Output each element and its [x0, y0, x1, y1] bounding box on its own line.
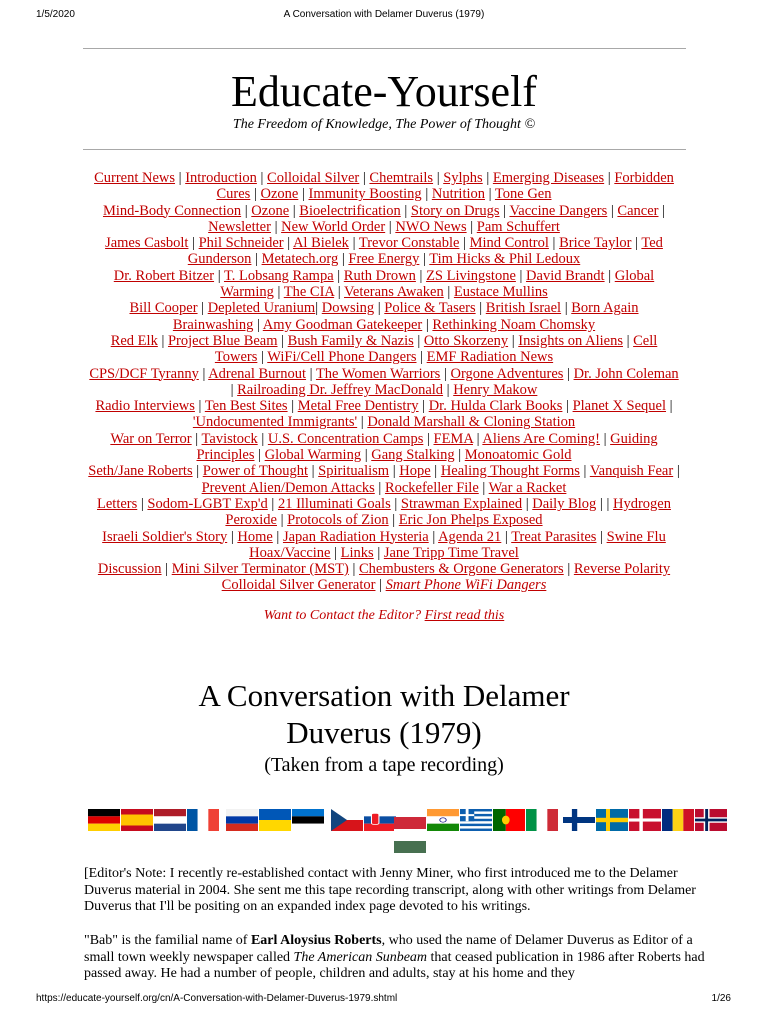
nav-link[interactable]: FEMA — [433, 430, 473, 447]
nav-link[interactable]: NWO News — [395, 218, 467, 235]
nav-link[interactable]: Planet X Sequel — [572, 398, 667, 415]
nav-link[interactable]: Reverse Polarity Colloidal Silver Generator — [221, 561, 671, 594]
denmark-flag-icon — [629, 809, 661, 831]
nav-link[interactable]: Cancer — [617, 202, 659, 219]
nav-link[interactable]: Newsletter — [208, 218, 271, 235]
nav-link[interactable]: Police & Tasers — [384, 300, 476, 317]
nav-link[interactable]: Nutrition — [431, 186, 486, 203]
print-title: A Conversation with Delamer Duverus (1979) — [283, 9, 485, 20]
czech-republic-flag-icon — [331, 809, 363, 831]
intro-text: , who used the name of Delamer Duverus as Editor of a small town weekly newspaper called — [84, 933, 693, 965]
nav-link[interactable]: T. Lobsang Rampa — [223, 267, 334, 284]
nav-link[interactable]: CPS/DCF Tyranny — [89, 365, 199, 382]
nav-link[interactable]: War a Racket — [488, 479, 567, 496]
nav-link[interactable]: Cell Towers — [214, 332, 658, 366]
intro-paragraph — [84, 933, 724, 983]
nav-link[interactable]: U.S. Concentration Camps — [267, 430, 424, 447]
nav-link[interactable]: Red Elk — [110, 332, 158, 349]
article-title: A Conversation with Delamer Duverus (1979) — [198, 678, 570, 750]
nav-link[interactable]: Radio Interviews — [95, 398, 195, 415]
nav-link[interactable]: Jane Tripp Time Travel — [383, 544, 519, 561]
nav-link[interactable]: Guiding Principles — [196, 430, 658, 464]
nav-link[interactable]: Dowsing — [321, 300, 375, 317]
print-date: 1/5/2020 — [36, 9, 75, 20]
nav-link[interactable]: Colloidal Silver — [267, 170, 360, 186]
nav-link[interactable]: War on Terror — [110, 430, 192, 447]
nav-link[interactable]: Railroading Dr. Jeffrey MacDonald — [237, 381, 444, 398]
nav-link[interactable]: Immunity Boosting — [308, 186, 422, 203]
first-read-this-link[interactable]: First read this — [424, 608, 505, 623]
intro-text: that ceased publication in 1986 after Roberts had passed away. He had a number of people, children and adults, stay at his home and they — [84, 949, 705, 981]
nav-link[interactable]: Rethinking Noam Chomsky — [432, 316, 596, 333]
nav-link[interactable]: Eric Jon Phelps Exposed — [398, 512, 543, 529]
nav-link[interactable]: Links — [340, 544, 374, 561]
russia-flag-icon — [226, 809, 258, 831]
germany-flag-icon — [88, 809, 120, 831]
nav-link[interactable]: Vaccine Dangers — [509, 202, 608, 219]
nav-link[interactable]: Swine Flu Hoax/Vaccine — [249, 528, 666, 561]
nav-link[interactable]: Insights on Aliens — [518, 332, 623, 349]
finland-flag-icon — [563, 809, 595, 831]
slovakia-flag-icon — [364, 809, 396, 831]
nav-link[interactable]: Israeli Soldier's Story — [102, 528, 228, 545]
earl-roberts-name: Earl Aloysius Roberts — [250, 933, 382, 948]
contact-prefix: Want to Contact the Editor? — [263, 608, 422, 623]
nav-link[interactable]: Donald Marshall & Cloning Station — [367, 414, 576, 431]
site-title: Educate-Yourself — [231, 67, 537, 116]
nav-link[interactable]: Story on Drugs — [410, 202, 500, 219]
nav-link[interactable]: Chemtrails — [369, 170, 434, 186]
flags-banner — [88, 809, 728, 853]
nav-link[interactable]: EMF Radiation News — [426, 349, 554, 366]
nav-link[interactable]: Protocols of Zion — [287, 512, 389, 529]
nav-link[interactable]: Depleted Uranium — [207, 300, 316, 317]
nav-link[interactable]: Phil Schneider — [198, 235, 284, 252]
nav-link[interactable]: Bioelectrification — [299, 202, 401, 219]
nav-link[interactable]: ZS Livingstone — [426, 267, 516, 284]
romania-flag-icon — [662, 809, 694, 831]
nav-link[interactable]: Ozone — [260, 186, 299, 203]
nav-link[interactable]: Tone Gen — [494, 186, 552, 203]
newspaper-name: The American Sunbeam — [293, 949, 428, 965]
nav-link[interactable]: Ozone — [251, 202, 290, 219]
print-header — [0, 0, 768, 24]
nav-link[interactable]: The Women Warriors — [315, 365, 441, 382]
nav-link[interactable]: Power of Thought — [202, 463, 309, 480]
nav-link[interactable]: Rockefeller File — [384, 479, 479, 496]
nav-link[interactable]: Global Warming — [264, 447, 362, 464]
nav-link[interactable]: Mini Silver Terminator (MST) — [171, 561, 349, 578]
netherlands-flag-icon — [154, 809, 186, 831]
nav-link[interactable]: Current News — [94, 170, 176, 186]
nav-link[interactable]: Tavistock — [201, 430, 258, 447]
nav-link[interactable]: Discussion — [97, 561, 162, 578]
norway-flag-icon — [695, 809, 727, 831]
nav-link[interactable]: Spiritualism — [318, 463, 390, 480]
spain-flag-icon — [121, 809, 153, 831]
contact-link[interactable]: Smart Phone WiFi Dangers — [385, 577, 547, 594]
nav-link[interactable]: Tim Hicks & Phil Ledoux — [429, 251, 581, 268]
nav-link[interactable]: The CIA — [283, 284, 335, 301]
nav-link[interactable]: James Casbolt — [105, 235, 189, 252]
nav-link[interactable]: Monoatomic Gold — [464, 447, 572, 464]
nav-link[interactable]: Sodom-LGBT Exp'd — [147, 495, 268, 512]
nav-link[interactable]: Forbidden Cures — [216, 170, 674, 203]
nav-link[interactable]: Agenda 21 — [438, 528, 502, 545]
nav-link[interactable]: Dr. John Coleman — [573, 365, 679, 382]
editors-note-paragraph: [Editor's Note: I recently re-established contact with Jenny Miner, who first introduced me to the Delamer Duverus material in 2004. She sent me this tape recording transcript, along with other writings from Delamer Duverus that I'll be positing on an expanded index page devoted to his writings. — [84, 866, 696, 914]
estonia-flag-icon — [292, 809, 324, 831]
nav-link[interactable]: Ted Gunderson — [187, 235, 663, 268]
nav-link[interactable]: Dr. Hulda Clark Books — [428, 398, 563, 415]
nav-link[interactable]: Sylphs — [443, 170, 483, 186]
nav-link[interactable]: Otto Skorzeny — [423, 332, 509, 349]
nav-link[interactable]: Japan Radiation Hysteria — [282, 528, 429, 545]
ukraine-flag-icon — [259, 809, 291, 831]
nav-link[interactable]: Dr. Robert Bitzer — [113, 267, 215, 284]
article-subtitle: (Taken from a tape recording) — [264, 754, 504, 776]
portugal-flag-icon — [493, 809, 525, 831]
site-tagline: The Freedom of Knowledge, The Power of Thought © — [232, 117, 536, 132]
nav-link[interactable]: Mind Control — [469, 235, 549, 252]
nav-links: Current News | Introduction | Colloidal Silver | Chemtrails | Sylphs | Emerging Diseases | Forbidden Cures | Ozone | Immunity Boosting | Nutrition | Tone Gen Mind-Body Connection | Ozone | Bioelectrification | Story on Drugs | Vaccine Dangers | Cancer | Newsletter | New World Order | NWO News | Pam Schuffert James Casbolt | Phil Schneider | Al Bielek | Trevor Constable | Mind Control | Brice Taylor | Ted Gunderson | Metatech.org | Free Energy | Tim Hicks & Phil Ledoux Dr. Robert Bitzer | T. Lobsang Rampa | Ruth Drown | ZS Livingstone | David Brandt | Global Warming | The CIA | Veterans Awaken | Eustace Mullins Bill Cooper | Depleted Uranium| Dowsing | Police & Tasers | British Israel | Born Again Brainwashing | Amy Goodman Gatekeeper | Rethinking Noam Chomsky Red Elk | Project Blue Beam | Bush Family & Nazis | Otto Skorzeny | Insights on Aliens | Cell Towers | WiFi/Cell Phone Dangers | EMF Radiation News CPS/DCF Tyranny | Adrenal Burnout | The Women Warriors | Orgone Adventures | Dr. John Coleman | Railroading Dr. Jeffrey MacDonald | Henry Makow Radio Interviews | Ten Best Sites | Metal Free Dentistry | Dr. Hulda Clark Books | Planet X Sequel | 'Undocumented Immigrants' | Donald Marshall & Cloning Station War on Terror | Tavistock | U.S. Concentration Camps | FEMA | Aliens Are Coming! | Guiding Principles | Global Warming | Gang Stalking | Monoatomic Gold Seth/Jane Roberts | Power of Thought | Spiritualism | Hope | Healing Thought Forms | Vanquish Fear | Prevent Alien/Demon Attacks | Rockefeller File | War a Racket Letters | Sodom-LGBT Exp'd | 21 Illuminati Goals | Strawman Explained | Daily Blog | | Hydrogen Peroxide | Protocols of Zion | Eric Jon Phelps Exposed Israeli Soldier's Story | Home | Japan Radiation Hysteria | Agenda 21 | Treat Parasites | Swine Flu Hoax/Vaccine | Links | Jane Tripp Time Travel Discussion | Mini Silver Terminator (MST) | Chembusters & Orgone Generators | Reverse Polarity Colloidal Silver Generator | Smart Phone WiFi Dangers — [88, 170, 680, 594]
contact-note — [0, 608, 768, 624]
nav-link[interactable]: Al Bielek — [292, 235, 349, 252]
print-page-number: 1/26 — [711, 993, 731, 1004]
italy-flag-icon — [526, 809, 558, 831]
nav-link[interactable]: Gang Stalking — [371, 447, 455, 464]
nav-link[interactable]: Emerging Diseases — [492, 170, 605, 186]
france-flag-icon — [187, 809, 219, 831]
nav-link[interactable]: Amy Goodman Gatekeeper — [262, 316, 423, 333]
nav-link[interactable]: Orgone Adventures — [450, 365, 564, 382]
nav-link[interactable]: Home — [237, 528, 273, 545]
nav-link[interactable]: Trevor Constable — [358, 235, 460, 252]
nav-link[interactable]: Metatech.org — [261, 251, 339, 268]
nav-link[interactable]: Global Warming — [220, 267, 655, 301]
nav-link[interactable]: Vanquish Fear — [589, 463, 674, 480]
nav-link[interactable]: Free Energy — [348, 251, 420, 268]
nav-link[interactable]: Chembusters & Orgone Generators — [359, 561, 564, 578]
nav-link[interactable]: Letters — [97, 495, 138, 512]
nav-link[interactable]: 21 Illuminati Goals — [277, 495, 391, 512]
nav-link[interactable]: Ten Best Sites — [204, 398, 288, 415]
nav-link[interactable]: Project Blue Beam — [167, 332, 278, 349]
nav-link[interactable]: Treat Parasites — [511, 528, 597, 545]
nav-link[interactable]: British Israel — [485, 300, 562, 317]
nav-link[interactable]: Daily Blog — [532, 495, 597, 512]
nav-link[interactable]: Strawman Explained — [400, 495, 523, 512]
print-url: https://educate-yourself.org/cn/A-Conversation-with-Delamer-Duverus-1979.shtml — [36, 993, 398, 1004]
nav-link[interactable]: Bill Cooper — [129, 300, 198, 317]
nav-link[interactable]: Eustace Mullins — [453, 284, 548, 301]
header-divider — [83, 149, 686, 150]
nav-link[interactable]: Ruth Drown — [343, 267, 416, 284]
nav-link[interactable]: Henry Makow — [453, 381, 538, 398]
nav-link[interactable]: WiFi/Cell Phone Dangers — [267, 349, 417, 366]
nav-link[interactable]: Seth/Jane Roberts — [88, 463, 193, 480]
india-flag-icon — [427, 809, 459, 831]
nav-link[interactable]: Brice Taylor — [559, 235, 632, 252]
nav-link[interactable]: Adrenal Burnout — [208, 365, 307, 382]
top-divider — [83, 48, 686, 49]
hungary-flag-icon — [394, 817, 426, 853]
sweden-flag-icon — [596, 809, 628, 831]
nav-link[interactable]: Aliens Are Coming! — [482, 430, 600, 447]
nav-link[interactable]: 'Undocumented Immigrants' — [192, 414, 358, 431]
greece-flag-icon — [460, 809, 492, 831]
nav-link[interactable]: Born Again Brainwashing — [172, 300, 639, 333]
nav-link[interactable]: Bush Family & Nazis — [287, 332, 414, 349]
nav-link[interactable]: New World Order — [281, 218, 386, 235]
nav-link[interactable]: David Brandt — [526, 267, 605, 284]
nav-link[interactable]: Introduction — [185, 170, 257, 186]
nav-link[interactable]: Prevent Alien/Demon Attacks — [201, 479, 375, 496]
nav-link[interactable]: Pam Schuffert — [476, 218, 560, 235]
nav-link[interactable]: Healing Thought Forms — [440, 463, 580, 480]
nav-link[interactable]: Metal Free Dentistry — [297, 398, 419, 415]
intro-text: "Bab" is the familial name of — [84, 933, 251, 948]
nav-link[interactable]: Hope — [399, 463, 431, 480]
nav-link[interactable]: Veterans Awaken — [344, 284, 444, 301]
nav-link[interactable]: Mind-Body Connection — [102, 202, 242, 219]
nav-link[interactable]: Hydrogen Peroxide — [225, 495, 671, 529]
